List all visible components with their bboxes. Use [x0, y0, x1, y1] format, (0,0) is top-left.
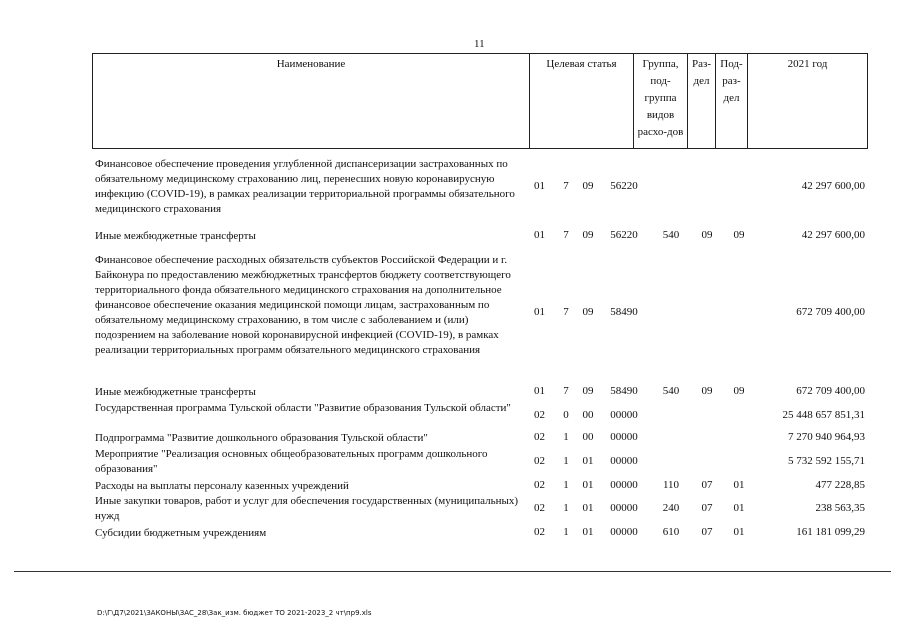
row-podrazdel: 09	[733, 229, 745, 241]
row-name: Иные закупки товаров, работ и услуг для обеспечения государственных (муниципальных) нужд	[95, 495, 519, 522]
row-cs3: 00	[582, 431, 594, 443]
row-cs3: 09	[582, 229, 594, 241]
row-razdel: 09	[701, 385, 713, 397]
row-cs4: 00000	[610, 479, 638, 491]
header-name: Наименование	[276, 58, 346, 70]
row-group: 540	[662, 385, 680, 397]
row-razdel: 07	[701, 526, 713, 538]
table-row	[0, 157, 905, 217]
row-name: Субсидии бюджетным учреждениям	[95, 527, 267, 539]
table-row	[0, 447, 905, 477]
row-cs3: 01	[582, 455, 594, 467]
row-cs2: 7	[563, 229, 569, 241]
row-cs4: 58490	[610, 385, 638, 397]
page-number: 11	[474, 38, 485, 50]
row-group: 610	[662, 526, 680, 538]
row-cs4: 00000	[610, 455, 638, 467]
row-cs2: 1	[563, 431, 569, 443]
row-cs3: 01	[582, 526, 594, 538]
row-cs4: 00000	[610, 409, 638, 421]
row-cs2: 7	[563, 180, 569, 192]
row-cs2: 1	[563, 526, 569, 538]
row-amount: 238 563,35	[815, 502, 865, 514]
table-row	[0, 494, 905, 524]
row-cs1: 02	[534, 479, 545, 491]
row-cs1: 02	[534, 502, 545, 514]
row-cs3: 09	[582, 385, 594, 397]
header-razdel: Раз-дел	[687, 54, 715, 148]
row-amount: 7 270 940 964,93	[788, 431, 865, 443]
row-cs4: 00000	[610, 526, 638, 538]
row-podrazdel: 01	[733, 526, 745, 538]
row-cs1: 02	[534, 526, 545, 538]
table-row	[0, 479, 905, 495]
row-name: Финансовое обеспечение проведения углубленной диспансеризации застрахованных по обязательному медицинскому страхованию лиц, перенесших новую коронавирусную инфекцию (COVID-19), в рамках реализации территориальной программы обязательного медицинского страхования	[95, 158, 515, 215]
table-row	[0, 526, 905, 542]
row-name: Мероприятие "Реализация основных общеобразовательных программ дошкольного образования"	[95, 448, 488, 475]
row-cs3: 09	[582, 180, 594, 192]
row-amount: 672 709 400,00	[796, 385, 865, 397]
row-amount: 5 732 592 155,71	[788, 455, 865, 467]
row-cs3: 01	[582, 479, 594, 491]
row-amount: 477 228,85	[815, 479, 865, 491]
header-podrazdel: Под-раз-дел	[715, 54, 747, 148]
row-amount: 25 448 657 851,31	[782, 409, 865, 421]
row-amount: 161 181 099,29	[796, 526, 865, 538]
table-row	[0, 385, 905, 401]
table-row	[0, 253, 905, 375]
table-row	[0, 229, 905, 245]
row-cs2: 7	[563, 306, 569, 318]
row-cs4: 56220	[610, 229, 638, 241]
row-name: Финансовое обеспечение расходных обязательств субъектов Российской Федерации и г. Байконура по предоставлению межбюджетных трансфертов бюджету соответствующего территориального фонда обязательного медицинского страхования на дополнительное финансовое обеспечение оказания медицинской помощи лицам, застрахованным по обязательному медицинскому страхованию, в том числе с заболеванием и (или) подозрением на заболевание новой коронавирусной инфекцией (COVID-19), в рамках реализации территориальных программ обязательного медицинского страхования	[95, 254, 511, 356]
row-name: Подпрограмма "Развитие дошкольного образования Тульской области"	[95, 432, 428, 444]
table-row	[0, 401, 905, 431]
row-podrazdel: 01	[733, 479, 745, 491]
row-cs4: 00000	[610, 431, 638, 443]
row-amount: 42 297 600,00	[801, 180, 865, 192]
row-amount: 42 297 600,00	[801, 229, 865, 241]
row-cs1: 02	[534, 431, 545, 443]
row-cs4: 58490	[610, 306, 638, 318]
table-row	[0, 431, 905, 447]
row-podrazdel: 01	[733, 502, 745, 514]
row-name: Расходы на выплаты персоналу казенных учреждений	[95, 480, 349, 492]
row-group: 240	[662, 502, 680, 514]
row-cs1: 01	[534, 180, 545, 192]
row-cs1: 01	[534, 385, 545, 397]
row-razdel: 09	[701, 229, 713, 241]
row-razdel: 07	[701, 479, 713, 491]
row-cs4: 00000	[610, 502, 638, 514]
row-name: Государственная программа Тульской области "Развитие образования Тульской области"	[95, 402, 511, 414]
row-cs3: 00	[582, 409, 594, 421]
page-divider	[14, 571, 891, 572]
row-cs1: 01	[534, 229, 545, 241]
header-year: 2021 год	[747, 54, 867, 148]
file-path-footer: D:\Г\Д7\2021\ЗАКОНЫ\ЗАС_28\Зак_изм. бюджет ТО 2021-2023_2 чт\пр9.xls	[97, 609, 372, 617]
row-cs2: 0	[563, 409, 569, 421]
row-razdel: 07	[701, 502, 713, 514]
row-amount: 672 709 400,00	[796, 306, 865, 318]
row-group: 540	[662, 229, 680, 241]
row-cs1: 02	[534, 409, 545, 421]
row-podrazdel: 09	[733, 385, 745, 397]
row-name: Иные межбюджетные трансферты	[95, 386, 256, 398]
row-name: Иные межбюджетные трансферты	[95, 230, 256, 242]
header-target: Целевая статья	[529, 54, 633, 148]
row-cs3: 01	[582, 502, 594, 514]
row-cs3: 09	[582, 306, 594, 318]
row-group: 110	[662, 479, 680, 491]
table-header	[92, 53, 868, 149]
row-cs2: 1	[563, 455, 569, 467]
header-group: Группа, под-группа видов расхо-дов	[633, 54, 687, 148]
row-cs2: 1	[563, 502, 569, 514]
row-cs1: 01	[534, 306, 545, 318]
row-cs2: 1	[563, 479, 569, 491]
row-cs1: 02	[534, 455, 545, 467]
row-cs2: 7	[563, 385, 569, 397]
row-cs4: 56220	[610, 180, 638, 192]
